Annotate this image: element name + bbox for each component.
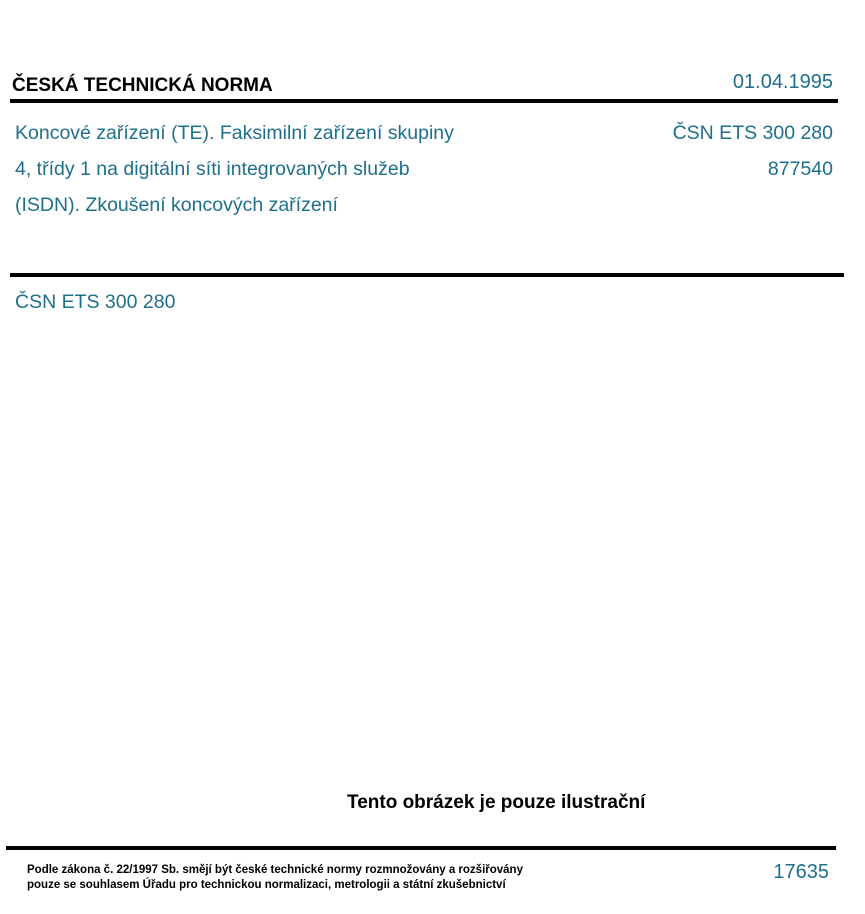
legal-notice-line: Podle zákona č. 22/1997 Sb. smějí být české technické normy rozmnožovány a rozšiřovány [27,864,523,876]
standard-codes [673,115,833,187]
legal-notice-line: pouze se souhlasem Úřadu pro technickou normalizaci, metrologii a státní zkušebnictví [27,879,506,891]
standard-title [15,115,575,223]
catalog-number: 877540 [767,158,833,180]
publication-date: 01.04.1995 [732,71,833,93]
middle-divider [10,273,844,277]
document-number: 17635 [773,861,829,883]
title-line: (ISDN). Zkoušení koncových zařízení [15,194,338,216]
standard-reference: ČSN ETS 300 280 [15,291,176,313]
bottom-divider [6,846,836,850]
title-line: Koncové zařízení (TE). Faksimilní zařízení skupiny [15,122,454,144]
illustration-note: Tento obrázek je pouze ilustrační [347,792,646,813]
standard-code: ČSN ETS 300 280 [672,122,833,144]
legal-notice [27,863,523,893]
document-kind-heading: ČESKÁ TECHNICKÁ NORMA [12,75,273,96]
title-line: 4, třídy 1 na digitální síti integrovaných služeb [15,158,410,180]
top-divider [10,99,838,103]
